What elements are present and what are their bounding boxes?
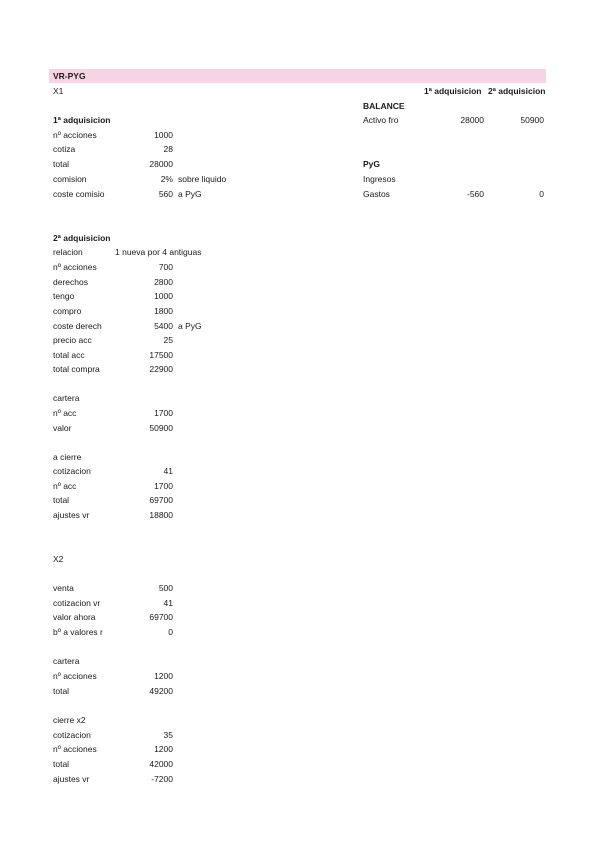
cartera2-title: cartera [53,656,80,666]
adq1-total-label: total [53,159,70,169]
x2-bo-value: 0 [168,627,173,637]
cierre2-ajustes-value: -7200 [151,774,173,784]
adq2-coste-label: coste derech [53,321,102,331]
x2-venta-label: venta [53,583,74,593]
cartera2-total-value: 49200 [149,686,173,696]
x2-bo-label: bº a valores r [53,627,103,637]
cartera1-valor-label: valor [53,423,72,433]
adq2-tengo-value: 1000 [154,291,173,301]
cartera2-acciones-value: 1200 [154,671,173,681]
cierre1-acc-value: 1700 [154,481,173,491]
balance-title: BALANCE [363,101,405,111]
adq2-acciones-label: nº acciones [53,262,97,272]
cierre2-acciones-value: 1200 [154,744,173,754]
adq2-title: 2ª adquisicion [53,233,111,243]
cierre1-total-value: 69700 [149,495,173,505]
cierre1-cotizacion-label: cotizacion [53,466,91,476]
adq1-coste-label: coste comisio [53,189,105,199]
adq2-totalcompra-value: 22900 [149,364,173,374]
adq1-acciones-value: 1000 [154,130,173,140]
pyg-title: PyG [363,159,381,169]
cartera2-acciones-label: nº acciones [53,671,97,681]
ingresos-label: Ingresos [363,174,396,184]
cierre2-total-value: 42000 [149,759,173,769]
gastos-label: Gastos [363,189,390,199]
adq1-cotiza-value: 28 [163,144,173,154]
activo-adq2-value: 50900 [520,115,544,125]
cierre1-ajustes-label: ajustes vr [53,510,90,520]
adq1-coste-note: a PyG [178,189,202,199]
adq2-acciones-value: 700 [158,262,173,272]
adq1-cotiza-label: cotiza [53,144,76,154]
cartera1-acc-value: 1700 [154,408,173,418]
adq2-relacion-label: relacion [53,247,83,257]
column-header-adq2: 2ª adquisicion [488,86,546,96]
cartera2-total-label: total [53,686,70,696]
adq2-totalacc-label: total acc [53,350,85,360]
x2-cotizacion-vr-label: cotizacion vr [53,598,101,608]
cierre2-ajustes-label: ajustes vr [53,774,90,784]
cierre1-ajustes-value: 18800 [149,510,173,520]
period-x2-label: X2 [53,554,64,564]
cartera1-title: cartera [53,393,80,403]
adq2-compro-value: 1800 [154,306,173,316]
cartera1-acc-label: nº acc [53,408,77,418]
adq2-relacion-value: 1 nueva por 4 antiguas [115,247,202,257]
activo-label: Activo fro [363,115,399,125]
adq1-comision-note: sobre liquido [178,174,227,184]
x2-cotizacion-vr-value: 41 [163,598,173,608]
column-header-adq1: 1ª adquisicion [424,86,482,96]
adq2-precio-value: 25 [163,335,173,345]
cierre2-acciones-label: nº acciones [53,744,97,754]
adq2-coste-value: 5400 [154,321,173,331]
cartera1-valor-value: 50900 [149,423,173,433]
adq1-acciones-label: nº acciones [53,130,97,140]
adq2-compro-label: compro [53,306,82,316]
sheet-title: VR-PYG [53,71,86,81]
cierre2-cotizacion-value: 35 [163,730,173,740]
adq1-comision-label: comision [53,174,87,184]
adq1-comision-value: 2% [160,174,173,184]
adq2-derechos-value: 2800 [154,277,173,287]
adq2-coste-note: a PyG [178,321,202,331]
cierre1-title: a cierre [53,452,82,462]
adq2-totalcompra-label: total compra [53,364,100,374]
adq2-tengo-label: tengo [53,291,75,301]
x2-valor-label: valor ahora [53,612,96,622]
adq1-title: 1ª adquisicion [53,115,111,125]
adq1-coste-value: 560 [158,189,173,199]
gastos-adq1-value: -560 [466,189,484,199]
x2-venta-value: 500 [158,583,173,593]
adq2-precio-label: precio acc [53,335,92,345]
cierre2-cotizacion-label: cotizacion [53,730,91,740]
adq2-derechos-label: derechos [53,277,88,287]
adq2-totalacc-value: 17500 [149,350,173,360]
activo-adq1-value: 28000 [460,115,484,125]
cierre1-cotizacion-value: 41 [163,466,173,476]
cierre2-total-label: total [53,759,70,769]
cierre2-title: cierre x2 [53,715,86,725]
gastos-adq2-value: 0 [539,189,544,199]
period-x1-label: X1 [53,86,64,96]
x2-valor-value: 69700 [149,612,173,622]
cierre1-total-label: total [53,495,70,505]
cierre1-acc-label: nº acc [53,481,77,491]
adq1-total-value: 28000 [149,159,173,169]
